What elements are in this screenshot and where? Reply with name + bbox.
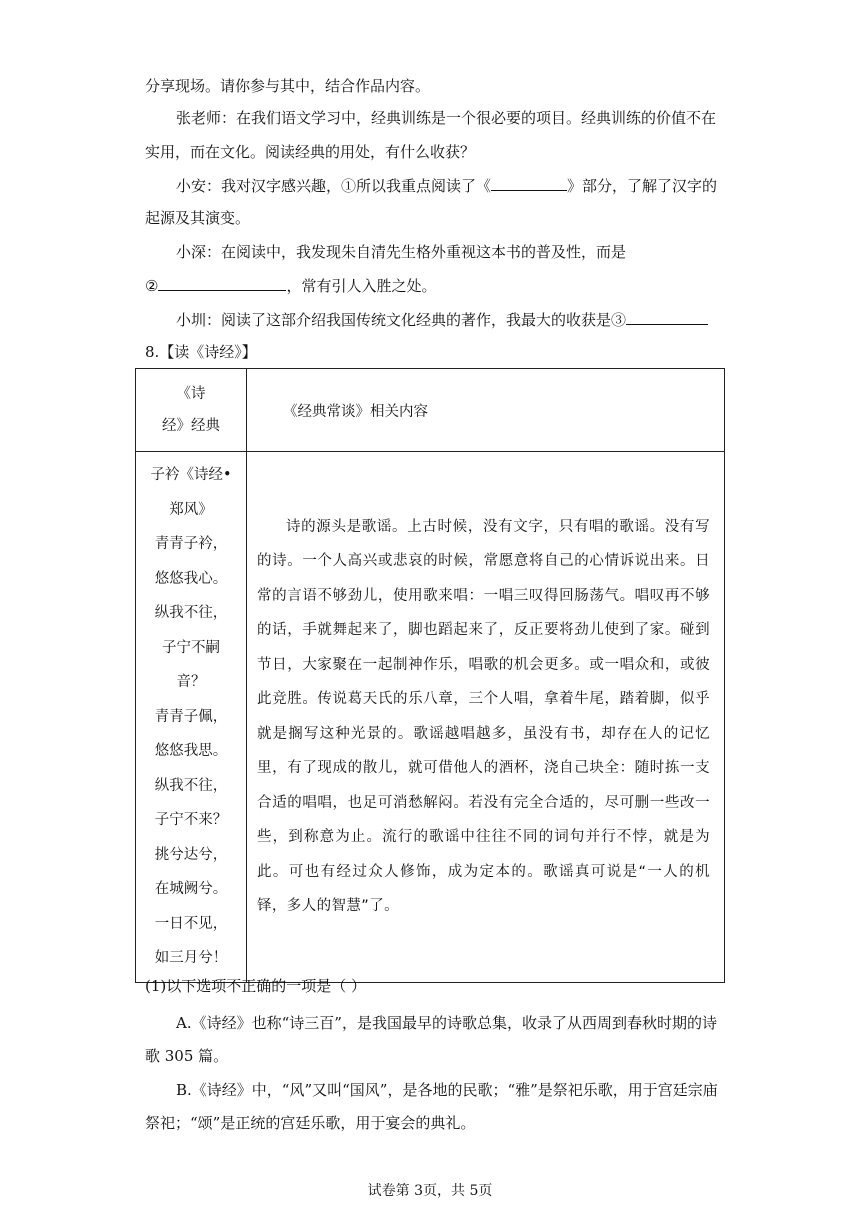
xiaoshen-line-1: 小深：在阅读中，我发现朱自清先生格外重视这本书的普及性，而是 — [176, 243, 627, 261]
table-header-row — [136, 369, 725, 452]
page-footer: 试卷第 3页，共 5页 — [367, 1183, 493, 1199]
poem-line: 子宁不来？ — [154, 812, 228, 828]
poem-table — [135, 368, 725, 983]
xiaoshen-line-2 — [145, 275, 436, 296]
xiaoan-line-2: 起源及其演变。 — [145, 209, 251, 227]
poem-line: 青青子衿， — [154, 536, 228, 552]
header-left-line-1: 《诗 — [176, 386, 206, 402]
poem-line: 悠悠我心。 — [154, 570, 228, 587]
header-content-cell: 《经典常谈》相关内容 — [247, 369, 725, 452]
teacher-line-1: 张老师：在我们语文学习中，经典训练是一个很必要的项目。经典训练的价值不在 — [176, 109, 717, 127]
sub-question-1-stem: (1)以下选项不正确的一项是（ ） — [145, 977, 367, 995]
xiaozhen-text: 小圳：阅读了这部介绍我国传统文化经典的著作，我最大的收获是③ — [176, 311, 627, 329]
poem-line: 郑风》 — [169, 501, 213, 518]
poem-line: 子衿《诗经• — [150, 467, 232, 483]
poem-line: 如三月兮！ — [154, 950, 228, 966]
answer-blank-1[interactable] — [491, 175, 567, 191]
teacher-line-2: 实用，而在文化。阅读经典的用处，有什么收获？ — [145, 143, 476, 161]
xiaoshen-marker: ② — [145, 277, 159, 295]
poem-line: 纵我不往， — [154, 605, 228, 621]
poem-line: 子宁不嗣 — [162, 639, 220, 656]
poem-line: 一日不见， — [154, 915, 228, 932]
answer-blank-3[interactable] — [626, 309, 708, 325]
header-left-line-2: 经》经典 — [162, 418, 220, 434]
option-b-line-2[interactable]: 祭祀；“颂”是正统的宫廷乐歌，用于宴会的典礼。 — [145, 1114, 476, 1132]
poem-line: 在城阙兮。 — [154, 881, 228, 897]
option-a-line-1[interactable]: A.《诗经》也称“诗三百”，是我国最早的诗歌总集，收录了从西周到春秋时期的诗 — [176, 1014, 717, 1032]
poem-line: 纵我不往， — [154, 777, 228, 794]
option-a-line-2[interactable]: 歌 305 篇。 — [145, 1047, 229, 1065]
header-poem-cell — [136, 369, 247, 452]
xiaozhen-line — [176, 309, 708, 330]
xiaoan-line-1 — [176, 175, 717, 196]
xiaoshen-text-b: ，常有引人入胜之处。 — [286, 277, 437, 295]
xiaoan-text-a: 小安：我对汉字感兴趣，①所以我重点阅读了《 — [176, 177, 492, 195]
table-body-row — [136, 452, 725, 983]
poem-line: 挑兮达兮， — [154, 846, 228, 863]
poem-cell — [136, 452, 247, 983]
question-8-title: 8.【读《诗经》】 — [145, 343, 257, 361]
poem-line: 音？ — [176, 674, 206, 690]
poem-line: 青青子佩， — [154, 708, 228, 725]
option-b-line-1[interactable]: B.《诗经》中，“风”又叫“国风”，是各地的民歌；“雅”是祭祀乐歌，用于宫廷宗庙 — [176, 1081, 718, 1099]
intro-line: 分享现场。请你参与其中，结合作品内容。 — [145, 77, 431, 95]
poem-line: 悠悠我思。 — [154, 743, 228, 759]
essay-cell: 诗的源头是歌谣。上古时候，没有文字，只有唱的歌谣。没有写的诗。一个人高兴或悲哀的时候，常愿意将自己的心情诉说出来。日常的言语不够劲儿，使用歌来唱：一唱三叹得回肠荡气。唱叹再不够的话，手就舞起来了，脚也蹈起来了，反正要将劲儿使到了家。碰到节日，大家聚在一起制神作乐，唱歌的机会更多。或一唱众和，或彼此竞胜。传说葛天氏的乐八章，三个人唱，拿着牛尾，踏着脚，似乎就是搁写这种光景的。歌谣越唱越多，虽没有书，却存在人的记忆里，有了现成的散儿，就可借他人的酒杯，浇自己块全：随时拣一支合适的唱唱，也足可消愁解闷。若没有完全合适的，尽可删一些改一些，到称意为止。流行的歌谣中往往不同的词句并行不悖，就是为此。可也有经过众人修饰，成为定本的。歌谣真可说是“一人的机铎，多人的智慧”了。 — [247, 452, 725, 983]
xiaoan-text-b: 》部分，了解了汉字的 — [567, 177, 718, 195]
answer-blank-2[interactable] — [158, 275, 286, 291]
